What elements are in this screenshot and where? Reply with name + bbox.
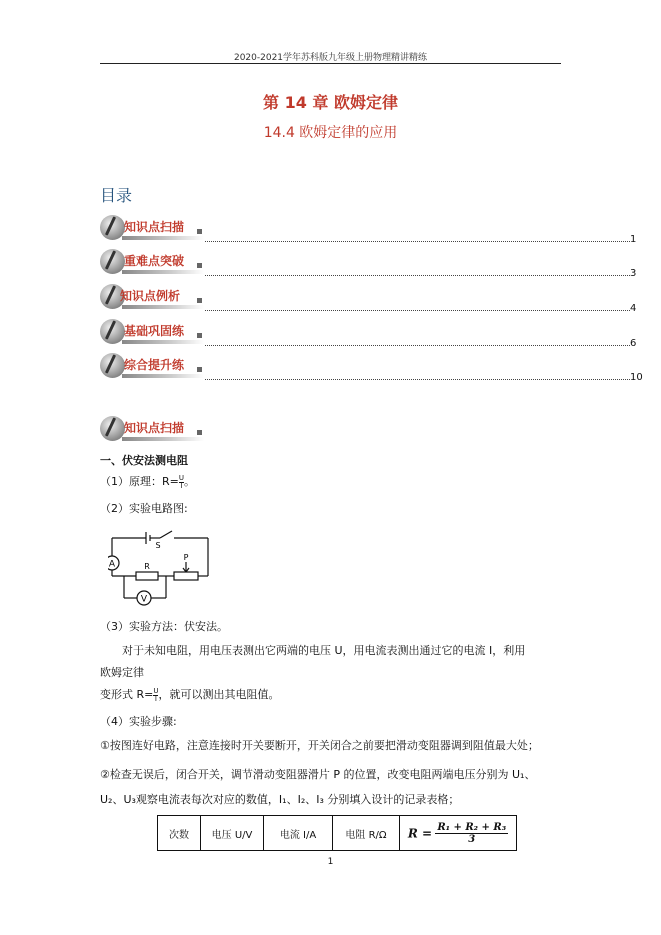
toc-item-label: 知识点例析 <box>120 289 181 303</box>
toc-leader <box>205 302 630 311</box>
toc-item-badge[interactable] <box>100 318 204 346</box>
header-rule <box>100 63 561 64</box>
toc-page-number: 3 <box>630 268 637 279</box>
toc-leader <box>205 337 630 346</box>
circuit-diagram <box>108 528 212 610</box>
toc-item-badge[interactable] <box>100 352 204 380</box>
section-title: 14.4 欧姆定律的应用 <box>263 125 398 141</box>
paragraph-line: 对于未知电阻，用电压表测出它两端的电压 U，用电流表测出通过它的电流 I，利用 <box>122 644 526 657</box>
circuit-caption: （2）实验电路图: <box>100 502 188 515</box>
toc-leader <box>205 371 630 380</box>
step-item: ①按图连好电路，注意连接时开关要断开，开关闭合之前要把滑动变阻器调到阻值最大处； <box>100 739 539 752</box>
method-line: （3）实验方法：伏安法。 <box>100 620 228 633</box>
table-header-cell: 电压 U/V <box>201 816 264 851</box>
toc-item-label: 综合提升练 <box>124 358 185 372</box>
principle-line: （1）原理：R= $\frac{U}{I}$ 。 <box>100 473 195 490</box>
average-formula-cell: R = $\frac{\text{R₁ + R₂ + R₃}}{3}$ <box>400 816 517 851</box>
fraction-u-over-i: $\frac{U}{I}$ <box>178 473 184 490</box>
toc-page-number: 1 <box>630 234 637 245</box>
resistor-label: R <box>144 562 150 571</box>
table-header-cell: 电流 I/A <box>264 816 333 851</box>
toc-leader <box>205 233 630 242</box>
switch-label: S <box>155 541 161 550</box>
chapter-title: 第 14 章 欧姆定律 <box>263 93 398 112</box>
step-item: U₂、U₃观察电流表每次对应的数值，I₁、I₂、I₃ 分别填入设计的记录表格； <box>100 793 460 806</box>
toc-item-badge[interactable] <box>100 283 204 311</box>
toc-item-label: 重难点突破 <box>124 254 185 268</box>
formula-line: 变形式 R= $\frac{U}{I}$ ，就可以测出其电阻值。 <box>100 686 280 703</box>
steps-heading: （4）实验步骤: <box>100 715 177 728</box>
fraction-u-over-i: $\frac{U}{I}$ <box>153 686 159 703</box>
toc-leader <box>205 267 630 276</box>
table-row <box>158 816 517 851</box>
page-header: 2020-2021学年苏科版九年级上册物理精讲精练 <box>233 53 428 63</box>
table-header-cell: 次数 <box>158 816 201 851</box>
section-badge-label: 知识点扫描 <box>124 421 185 435</box>
step-item: ②检查无误后，闭合开关，调节滑动变阻器滑片 P 的位置，改变电阻两端电压分别为 U₁、 <box>100 768 536 781</box>
ammeter-label: A <box>108 559 116 570</box>
average-fraction: $\frac{\text{R₁ + R₂ + R₃}}{3}$ <box>437 821 507 845</box>
rheostat-label: P <box>183 553 189 562</box>
voltmeter-label: V <box>140 594 148 605</box>
page-number: 1 <box>327 857 334 867</box>
table-header-cell: 电阻 R/Ω <box>333 816 400 851</box>
toc-item-badge[interactable] <box>100 214 204 242</box>
toc-page-number: 10 <box>630 372 643 383</box>
section-badge <box>100 415 204 443</box>
record-table <box>157 815 517 851</box>
heading-voltammetry: 一、伏安法测电阻 <box>100 454 188 467</box>
toc-item-label: 知识点扫描 <box>124 220 185 234</box>
toc-page-number: 4 <box>630 303 637 314</box>
paragraph-line: 欧姆定律 <box>100 666 144 679</box>
toc-item-badge[interactable] <box>100 248 204 276</box>
toc-title: 目录 <box>100 186 133 205</box>
toc-page-number: 6 <box>630 338 637 349</box>
toc-item-label: 基础巩固练 <box>124 324 185 338</box>
